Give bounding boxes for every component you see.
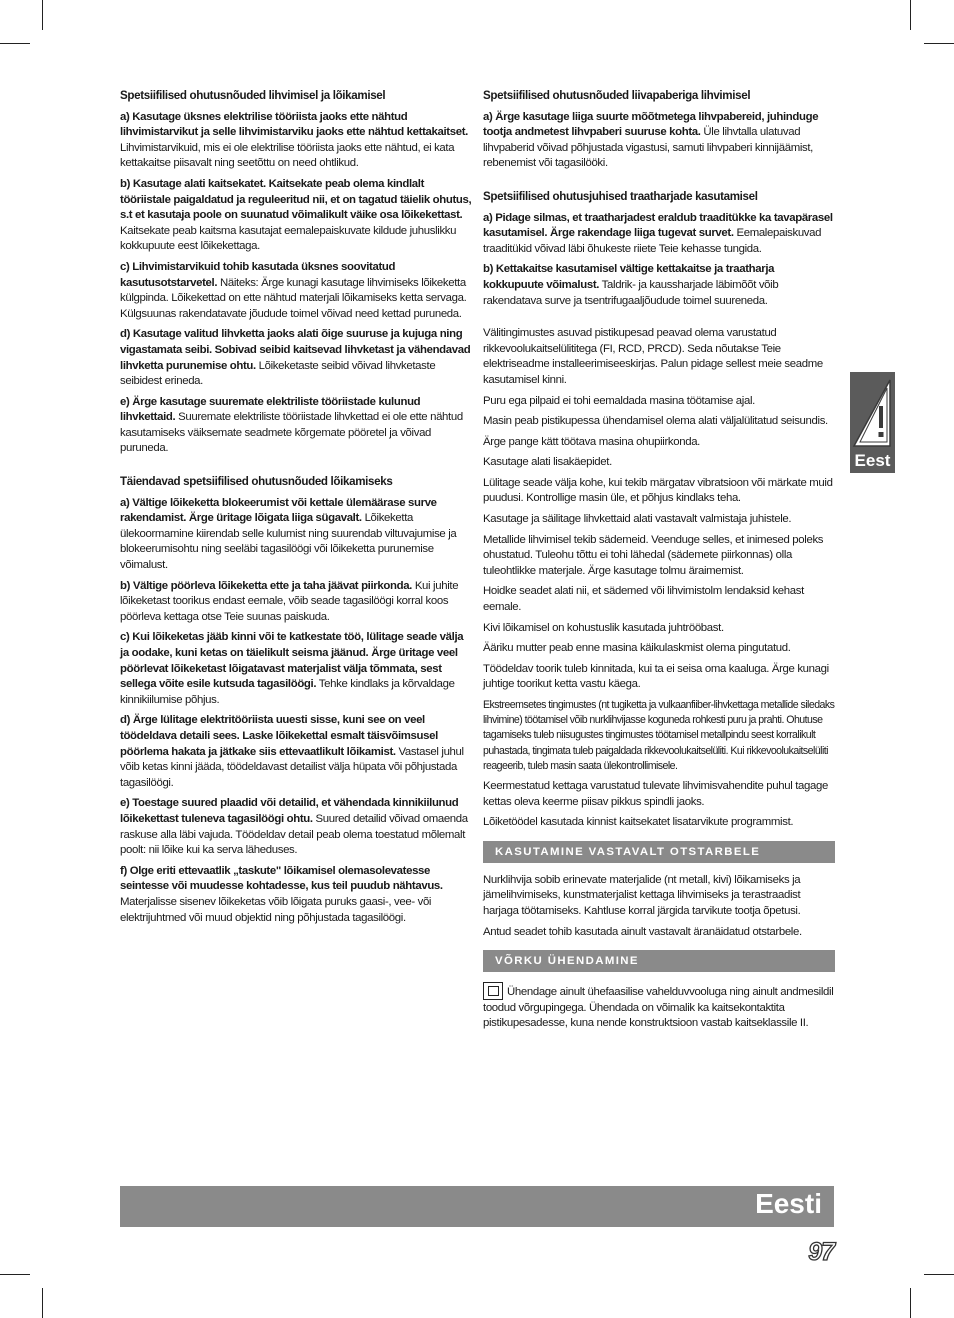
safety-item: a) Ärge kasutage liiga suurte mõõtmetega lihvpabereid, juhinduge tootja andmetest lihvpaberi suuruse kohta. Üle lihvtalla ulatuvad lihvpaberid võivad põhjustada vigastusi, samuti lihvpaberi kinnijäämist, rebenemist või tagasilööki. (483, 110, 819, 170)
paragraph: Lõiketöödel kasutada kinnist kaitsekatet lisatarvikute programmist. (483, 816, 794, 829)
paragraph: Antud seadet tohib kasutada ainult vastavalt äranäidatud otstarbele. (483, 925, 802, 938)
language-side-tab (850, 372, 895, 473)
safety-item: a) Vältige lõikeketta blokeerumist või kettale ülemäärase surve rakendamist. Ärge üritage lõigata liiga sügavalt. Lõikeketta ülekoormamine kiirendab selle kulumist ning suurendab viltuvajumise ja blokeerumisohtu ning seeläbi tagasilöögi või lõikeketta purunemise võimalust. (120, 496, 457, 572)
safety-item: e) Toestage suured plaadid või detailid, et vähendada kinnikiilunud lõikekettast tuleneva tagasilöögi ohtu. Suured detailid võivad omaenda raskuse alla läbi vajuda. Töödeldav detail peab olema toestatud mõlemalt poolt: nii lõike kui ka serva läheduses. (120, 797, 468, 857)
paragraph: Masin peab pistikupessa ühendamisel olema alati väljalülitatud seisundis. (483, 415, 828, 428)
crop-mark (924, 1274, 954, 1275)
paragraph: Ärge pange kätt töötava masina ohupiirkonda. (483, 435, 700, 448)
footer-bar (120, 1186, 834, 1227)
protection-class-2-icon (483, 982, 503, 1000)
crop-mark (924, 43, 954, 44)
safety-item: a) Pidage silmas, et traatharjadest eraldub traaditükke ka tavapärasel kasutamisel. Ärge rakendage liiga tugevat survet. Eemalepaiskuvad traaditükid võivad läbi õhukeste riiete Teie kehasse tungida. (483, 211, 833, 255)
safety-item: c) Kui lõikeketas jääb kinni või te katkestate töö, lülitage seade välja ja oodake, kuni ketas on täielikult seisma jäänud. Ärge üritage veel pöörlevat lõikeketast lõigatavast materjalist välja tõmmata, sest sellega võite esile kutsuda tagasilöögi. Tehke kindlaks ja kõrvaldage kinnikiilumise põhjus. (120, 631, 464, 706)
safety-item: d) Ärge lülitage elektritööriista uuesti sisse, kuni see on veel töödeldava detaili sees. Laske lõikekettal esmalt täisvõimsusel pöörlema hakata ja jätkake siis ettevaatlikult lõikamist. Vastasel juhul võib ketas kinni jääda, töödeldavast detailist välja hüpata või põhjustada tagasilöögi. (120, 714, 464, 789)
paragraph: Töödeldav toorik tuleb kinnitada, kui ta ei seisa oma kaaluga. Ärge kunagi juhtige toorikut ketta vastu käega. (483, 662, 829, 691)
page-number: 97 (808, 1238, 834, 1266)
section-heading: Täiendavad spetsiifilised ohutusnõuded lõikamiseks (120, 475, 393, 489)
safety-item: c) Lihvimistarvikuid tohib kasutada üksnes soovitatud kasutusotstarvetel. Näiteks: Ärge kunagi kasutage lihvimiseks lõikeketta külgpinda. Lõikekettad on ette nähtud materjali lõikamiseks ketta servaga. Külgsuunas rakendatavate jõudude toimel võivad need kettad puruneda. (120, 260, 467, 320)
left-column (120, 88, 472, 931)
safety-item: f) Olge eriti ettevaatlik „taskute" lõikamisel olemasolevatesse seintesse või muudesse kohtadesse, kus teil puudub nähtavus. Materjalisse sisenev lõikeketas võib lõigata puruks gaasi-, vee- või elektrijuhtmed või muud objektid ning põhjustada tagasilöögi. (120, 864, 443, 924)
paragraph: Kasutage ja säilitage lihvkettaid alati vastavalt valmistaja juhistele. (483, 513, 792, 526)
crop-mark (42, 0, 43, 30)
section-heading: Spetsiifilised ohutusnõuded liivapaberiga lihvimisel (483, 89, 751, 102)
crop-mark (42, 1288, 43, 1318)
paragraph: Kasutage alati lisakäepidet. (483, 456, 612, 469)
crop-mark (910, 1288, 911, 1318)
paragraph: Hoidke seadet alati nii, et sädemed või lihvimistolm lendaksid kehast eemale. (483, 585, 804, 614)
section-bar-intended-use: KASUTAMINE VASTAVALT OTSTARBELE (483, 841, 835, 863)
footer-language-title: Eesti (755, 1188, 822, 1219)
crop-mark (0, 1274, 30, 1275)
paragraph: Välitingimustes asuvad pistikupesad peavad olema varustatud rikkevoolukaitselülititega (FI, RCD, PRCD). Seda nõutakse Teie elektriseadme installeerimiseeskirjas. Palun pidage sellest meie seadme kasutamisel kinni. (483, 327, 823, 386)
safety-item: a) Kasutage üksnes elektrilise tööriista jaoks ette nähtud lihvimistarvikut ja selle lihvimistarviku jaoks ette nähtud kettakaitset. Lihvimistarvikuid, mis ei ole elektrilise tööriista jaoks ette nähtud, ei kata kettakaitse piisavalt ning seetõttu on need ohtlikud. (120, 110, 468, 170)
safety-item: e) Ärge kasutage suuremate elektriliste tööriistade kulunud lihvkettaid. Suuremate elektriliste tööriistade lihvkettad ei ole ette nähtud kasutamiseks väiksemate seadmete kõrgemate pööretel ja võivad puruneda. (120, 395, 463, 455)
safety-item: b) Kettakaitse kasutamisel vältige kettakaitse ja traatharja kokkupuute võimalust. Taldrik- ja kaussharjade läbimõõt võib rakendatava surve ja tsentrifugaaljõudude toimel suureneda. (483, 263, 779, 307)
paragraph: Kivi lõikamisel on kohustuslik kasutada juhtrööbast. (483, 621, 724, 634)
safety-item: b) Kasutage alati kaitsekatet. Kaitsekate peab olema kindlalt tööriistale paigaldatud ja reguleeritud nii, et on tagatud täielik ohutus, s.t et kasutaja poole on suunatud võimalikult väike osa lõikekettast. Kaitsekate peab kaitsma kasutajat eemalepaiskuvate kildude juhuslikku kokkupuute eest lõikekettaga. (120, 177, 472, 253)
paragraph: Nurklihvija sobib erinevate materjalide (nt metall, kivi) lõikamiseks ja jämelihvimiseks, kunstmaterjalist kettaga lihvimiseks ja terastraadist harjaga töötamiseks. Kahtluse korral järgida tarvikute tootja õpetusi. (483, 873, 801, 917)
paragraph: Puru ega pilpaid ei tohi eemaldada masina töötamise ajal. (483, 394, 755, 407)
paragraph: Lülitage seade välja kohe, kui tekib märgatav vibratsioon või märkate muid puudusi. Kontrollige masin üle, et põhjus kindlaks teha. (483, 476, 833, 505)
safety-item: b) Vältige pöörleva lõikeketta ette ja taha jäävat piirkonda. Kui juhite lõikeketast toorikus endast eemale, võib seade tagasilöögi korral koos pöörleva kettaga otse Teie suunas paiskuda. (120, 579, 459, 623)
right-column (483, 88, 835, 1037)
paragraph-small: Ekstreemsetes tingimustes (nt tugiketta ja vulkaanfiiber-lihvkettaga metallide siledaks lihvimine) töötamisel võib nurklihvijasse koguneda rohkesti puru ja prahti. Ohutuse tagamiseks tuleb niisugustes tingimustes töötamisel metallpindu seest korralikult puhastada, tingimata tuleb paigaldada rikkevoolukaitselüliti. Kui rikkevoolukaitselüliti reageerib, tuleb masin saata ülekontrollimisele. (483, 699, 835, 772)
paragraph: Ääriku mutter peab enne masina käikulaskmist olema pingutatud. (483, 642, 791, 655)
section-heading: Spetsiifilised ohutusjuhised traatharjade kasutamisel (483, 189, 758, 203)
crop-mark (0, 43, 30, 44)
side-tab-label: Eest (854, 451, 891, 470)
section-bar-mains-connection: VÕRKU ÜHENDAMINE (483, 950, 835, 972)
warning-triangle-icon (852, 376, 893, 450)
paragraph: Ühendage ainult ühefaasilise vahelduvvooluga ning ainult andmesildil toodud võrgupingega. Ühendada on võimalik ka kaitsekontaktita pistikupesadesse, kuna nende konstruktsioon vastab kaitseklassile II. (483, 982, 835, 1032)
paragraph: Keermestatud kettaga varustatud tulevate lihvimisvahendite puhul tagage kettas oleva keerme piisav pikkus spindli jaoks. (483, 780, 828, 808)
paragraph: Metallide lihvimisel tekib sädemeid. Veenduge selles, et inimesed poleks ohustatud. Tuleohu tõttu ei tohi lähedal (sädemete piirkonnas) olla tuleohtlikke materjale. Ärge kasutage tolmu äraimemist. (483, 533, 824, 577)
section-heading: Spetsiifilised ohutusnõuded lihvimisel ja lõikamisel (120, 89, 386, 102)
crop-mark (910, 0, 911, 30)
safety-item: d) Kasutage valitud lihvketta jaoks alati õige suuruse ja kujuga ning vigastamata seibi. Sobivad seibid kaitsevad lihvketast ja vähendavad lihvketta purunemise ohtu. Lõikeketaste seibid võivad lihvketaste seibidest erineda. (120, 328, 471, 388)
